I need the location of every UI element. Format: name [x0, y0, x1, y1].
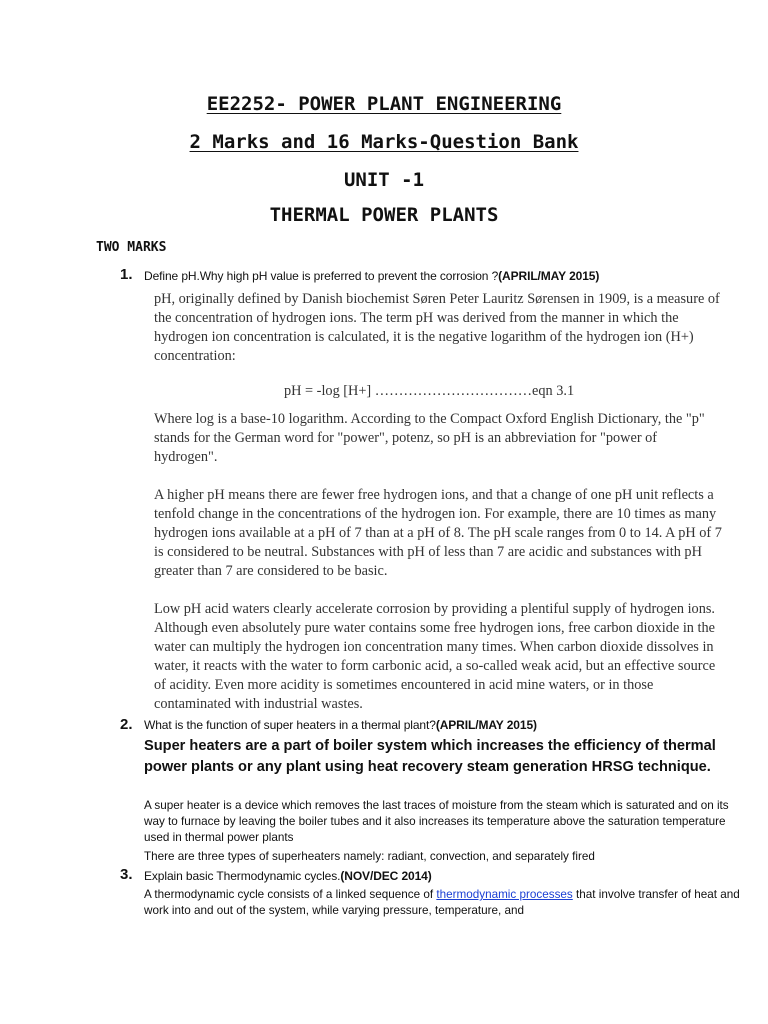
question-number: 2.: [120, 716, 133, 733]
question-bank-title: 2 Marks and 16 Marks-Question Bank: [189, 131, 579, 153]
exam-tag: (NOV/DEC 2014): [340, 869, 432, 883]
question-text: [144, 718, 537, 732]
answer-text: A thermodynamic cycle consists of a linked sequence of: [144, 888, 437, 901]
exam-tag: (APRIL/MAY 2015): [435, 718, 537, 732]
section-heading: TWO MARKS: [96, 240, 167, 255]
question-label: What is the function of super heaters in a thermal plant?: [144, 718, 436, 732]
answer-paragraph: A higher pH means there are fewer free hydrogen ions, and that a change of one pH unit reflects a tenfold change in the concentrations of the hydrogen ion. For example, there are 10 times as many hydrogen ions available at a pH of 7 than at a pH of 8. The pH scale ranges from 0 to 14. A pH of 7 is considered to be neutral. Substances with pH of less than 7 are acidic and substances with pH greater than 7 are considered to be basic.: [154, 487, 722, 579]
answer-highlight: Super heaters are a part of boiler system which increases the efficiency of thermal power plants or any plant using heat recovery steam generation HRSG technique.: [144, 738, 716, 775]
answer-body: A super heater is a device which removes the last traces of moisture from the steam which is saturated and on its way to furnace by leaving the boiler tubes and it also increases its temperature above the saturation temperature used in thermal power plants: [144, 799, 729, 844]
answer-paragraph: Low pH acid waters clearly accelerate corrosion by providing a plentiful supply of hydrogen ions. Although even absolutely pure water contains some free hydrogen ions, free carbon dioxide in the water can multiply the hydrogen ion concentration many times. When carbon dioxide dissolves in water, it reacts with the water to form carbonic acid, a so-called weak acid, but an effective source of acidity. Even more acidity is sometimes encountered in acid mine waters, or in those contaminated with industrial wastes.: [154, 601, 716, 712]
question-number: 3.: [120, 866, 133, 883]
question-text: [144, 869, 432, 883]
topic-title: THERMAL POWER PLANTS: [269, 204, 499, 226]
question-label: Explain basic Thermodynamic cycles.: [144, 869, 341, 883]
question-text: [144, 269, 599, 283]
answer-body: There are three types of superheaters namely: radiant, convection, and separately fired: [144, 850, 595, 863]
answer-paragraph: Where log is a base-10 logarithm. According to the Compact Oxford English Dictionary, the "p" stands for the German word for "power", potenz, so pH is an abbreviation for "power of hydrogen".: [154, 411, 705, 465]
answer-text: that involve transfer of heat and work into and out of the system, while varying pressure, temperature, and: [144, 888, 740, 917]
question-number: 1.: [120, 266, 133, 283]
exam-tag: (APRIL/MAY 2015): [498, 269, 600, 283]
answer-body: [144, 887, 744, 919]
unit-title: UNIT -1: [343, 169, 425, 191]
thermodynamic-processes-link[interactable]: thermodynamic processes: [436, 888, 573, 901]
answer-paragraph: pH, originally defined by Danish biochemist Søren Peter Lauritz Sørensen in 1909, is a measure of the concentration of hydrogen ions. The term pH was derived from the manner in which the hydrogen ion concentration is calculated, it is the negative logarithm of the hydrogen ion (H+) concentration:: [154, 291, 720, 364]
course-title: EE2252- POWER PLANT ENGINEERING: [206, 93, 562, 115]
question-label: Define pH.Why high pH value is preferred to prevent the corrosion ?: [144, 269, 499, 283]
equation: pH = -log [H+] ……………………………eqn 3.1: [284, 383, 575, 399]
